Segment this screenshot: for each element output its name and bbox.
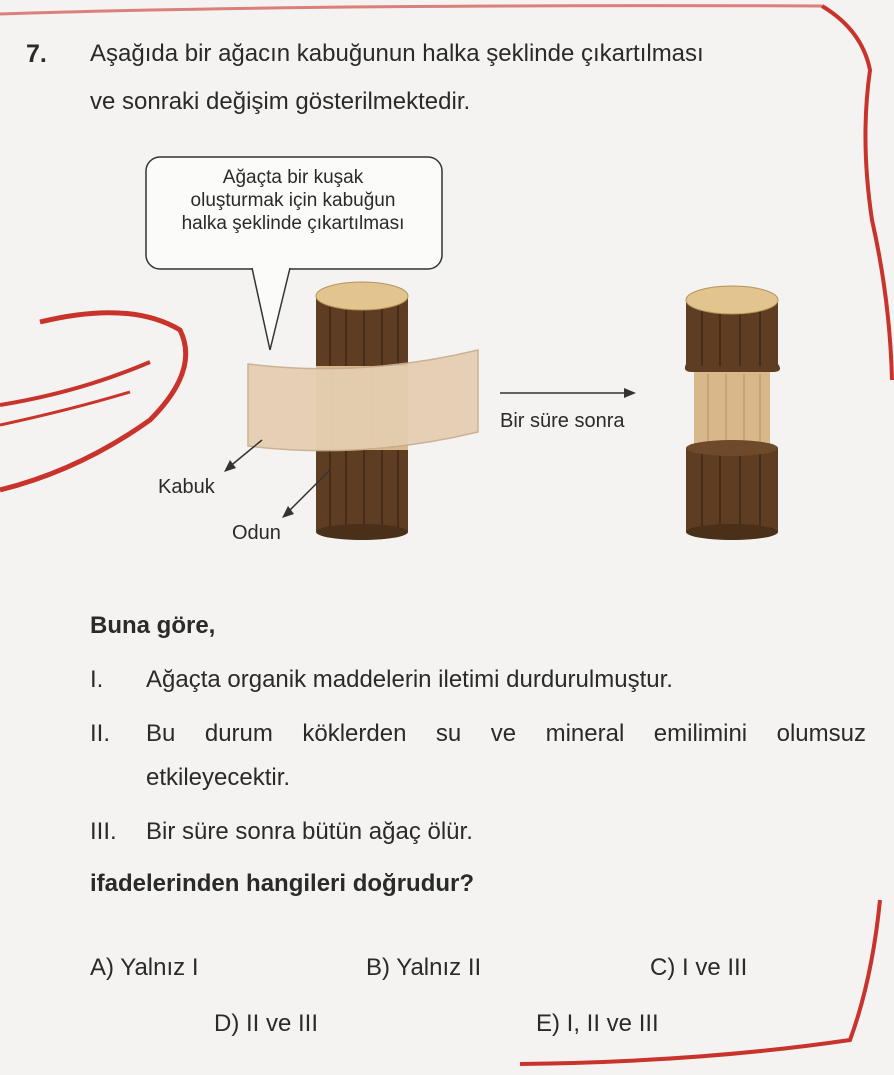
callout-text — [148, 166, 438, 235]
callout-line: Ağaçta bir kuşak — [222, 167, 364, 188]
buna-gore-heading: Buna göre, — [90, 612, 216, 639]
statement-number: I. — [90, 666, 104, 693]
label-odun: Odun — [232, 522, 281, 544]
question-number: 7. — [26, 40, 47, 68]
tree-girdling-figure — [0, 150, 894, 570]
question-text-line2: ve sonraki değişim gösterilmektedir. — [90, 88, 471, 115]
callout-line: halka şeklinde çıkartılması — [181, 213, 405, 234]
option-d[interactable]: D) II ve III — [214, 1010, 319, 1037]
changed-trunk — [685, 286, 780, 540]
arrow-label: Bir süre sonra — [500, 410, 625, 432]
statement-number: III. — [90, 818, 117, 845]
option-b[interactable]: B) Yalnız II — [366, 954, 482, 981]
statement-text: Bu durum köklerden su ve mineral emilimini olumsuz — [146, 720, 866, 747]
statement-text: Ağaçta organik maddelerin iletimi durdurulmuştur. — [146, 666, 673, 693]
question-prompt: ifadelerinden hangileri doğrudur? — [90, 870, 475, 897]
statement-text-continued: etkileyecektir. — [146, 764, 291, 791]
label-kabuk: Kabuk — [158, 476, 215, 498]
option-c[interactable]: C) I ve III — [650, 954, 748, 981]
option-e[interactable]: E) I, II ve III — [536, 1010, 659, 1037]
callout-line: oluşturmak için kabuğun — [190, 190, 396, 211]
option-a[interactable]: A) Yalnız I — [90, 954, 199, 981]
question-text-line1: Aşağıda bir ağacın kabuğunun halka şeklinde çıkartılması — [90, 40, 704, 67]
statement-number: II. — [90, 720, 111, 747]
statement-text: Bir süre sonra bütün ağaç ölür. — [146, 818, 473, 845]
